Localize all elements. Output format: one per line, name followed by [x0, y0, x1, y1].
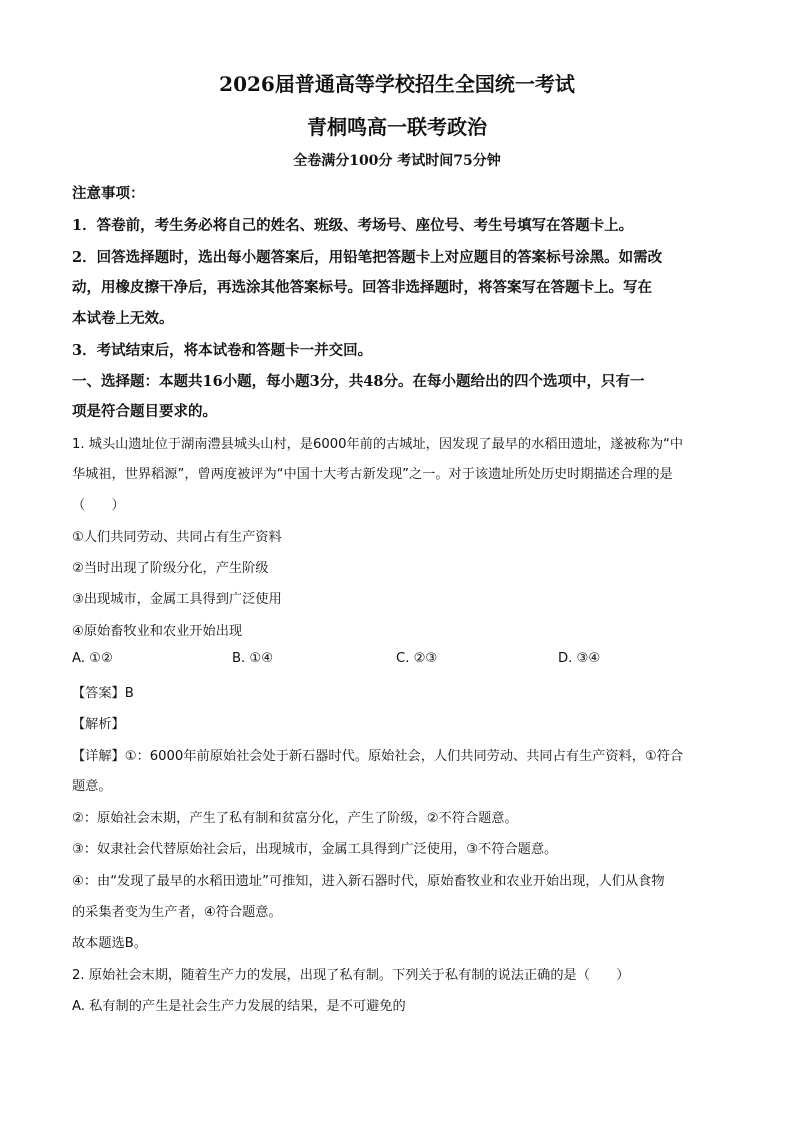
exam-info: 全卷满分100分 考试时间75分钟 [293, 153, 501, 169]
notice-line: 动，用橡皮擦干净后，再选涂其他答案标号。回答非选择题时，将答案写在答题卡上。写在 [72, 279, 652, 296]
notice-line: 3．考试结束后，将本试卷和答题卡一并交回。 [72, 342, 373, 359]
question-1-detail: ②：原始社会末期，产生了私有制和贫富分化，产生了阶级，②不符合题意。 [72, 811, 518, 826]
question-1-option-c: C. ②③ [396, 651, 438, 666]
exam-subtitle: 青桐鸣高一联考政治 [307, 115, 487, 139]
question-1-paren: （ ） [72, 498, 125, 513]
question-1-detail: 的采集者变为生产者，④符合题意。 [72, 905, 282, 920]
question-1-detail: ③：奴隶社会代替原始社会后，出现城市，金属工具得到广泛使用，③不符合题意。 [72, 842, 558, 857]
section-heading: 一、选择题：本题共16小题，每小题3分，共48分。在每小题给出的四个选项中，只有一 [72, 373, 645, 390]
question-1-option-a: A. ①② [72, 651, 113, 666]
question-1-option-b: B. ①④ [232, 651, 274, 666]
notice-line: 本试卷上无效。 [72, 310, 174, 327]
question-1-option-d: D. ③④ [558, 651, 601, 666]
section-heading-cont: 项是符合题目要求的。 [72, 403, 217, 420]
question-1-analysis-label: 【解析】 [72, 717, 125, 732]
notice-line: 2．回答选择题时，选出每小题答案后，用铅笔把答题卡上对应题目的答案标号涂黑。如需改 [72, 249, 663, 266]
question-1-statement: ①人们共同劳动、共同占有生产资料 [72, 530, 282, 545]
question-1-stem: 1. 城头山遗址位于湖南澧县城头山村，是6000年前的古城址，因发现了最早的水稻田遗址，遂被称为“中 [72, 437, 684, 452]
question-1-detail: ④：由“发现了最早的水稻田遗址”可推知，进入新石器时代，原始畜牧业和农业开始出现，人们从食物 [72, 874, 665, 889]
question-2-stem: 2. 原始社会末期，随着生产力的发展，出现了私有制。下列关于私有制的说法正确的是（ ） [72, 968, 630, 983]
question-2-option-a: A. 私有制的产生是社会生产力发展的结果，是不可避免的 [72, 999, 406, 1014]
question-1-answer: 【答案】B [72, 686, 134, 701]
question-1-detail: 题意。 [72, 779, 112, 794]
question-1-detail: 【详解】①：6000年前原始社会处于新石器时代。原始社会，人们共同劳动、共同占有生产资料，①符合 [72, 749, 684, 764]
question-1-stem: 华城祖，世界稻源”，曾两度被评为“中国十大考古新发现”之一。对于该遗址所处历史时期描述合理的是 [72, 467, 673, 482]
question-1-statement: ②当时出现了阶级分化，产生阶级 [72, 561, 269, 576]
question-1-statement: ④原始畜牧业和农业开始出现 [72, 624, 243, 639]
question-1-conclusion: 故本题选B。 [72, 936, 147, 951]
question-1-statement: ③出现城市，金属工具得到广泛使用 [72, 592, 282, 607]
notice-heading: 注意事项： [72, 185, 145, 202]
exam-title: 2026届普通高等学校招生全国统一考试 [219, 72, 575, 96]
notice-line: 1．答卷前，考生务必将自己的姓名、班级、考场号、座位号、考生号填写在答题卡上。 [72, 217, 634, 234]
